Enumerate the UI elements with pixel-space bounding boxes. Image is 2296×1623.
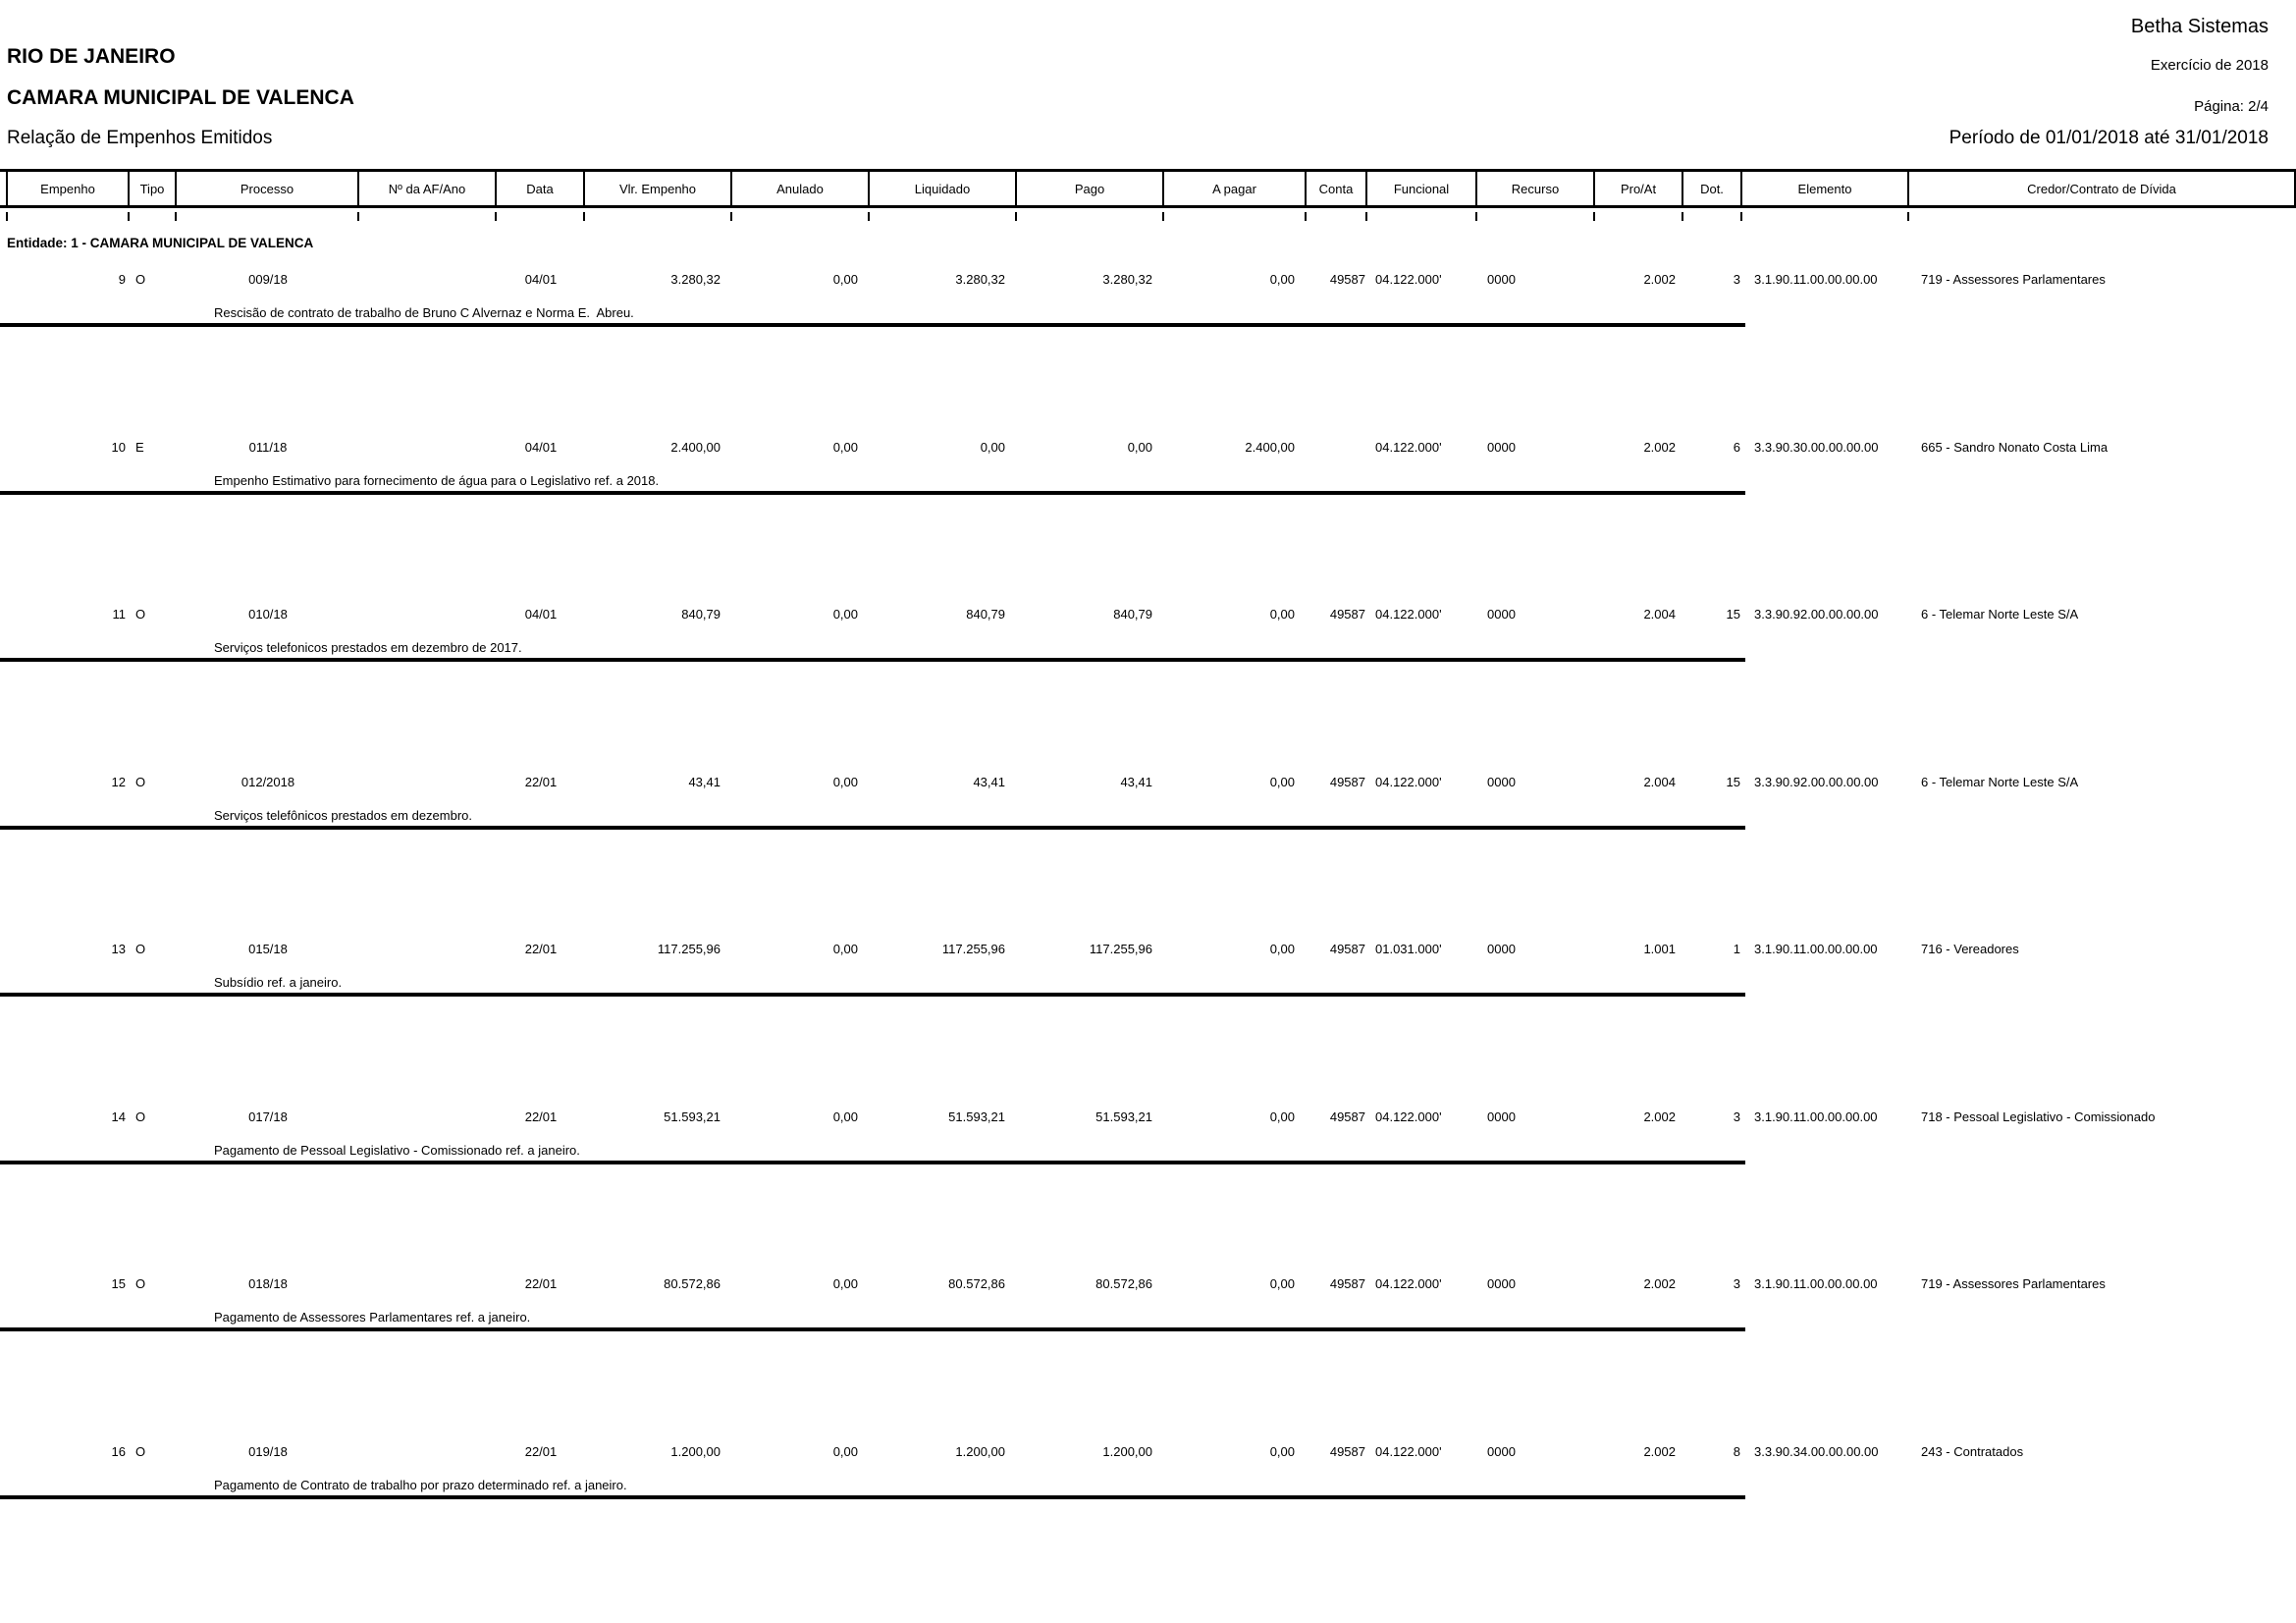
row-separator-line	[0, 1161, 1745, 1164]
cell-data: 22/01	[524, 1276, 558, 1291]
row-separator-line	[0, 658, 1745, 662]
cell-dot: 3	[1733, 1276, 1740, 1291]
column-header-anulado: Anulado	[732, 172, 870, 205]
cell-tipo: O	[135, 1443, 146, 1459]
header-column-ticks	[6, 212, 2296, 221]
row-separator-line	[0, 1327, 1745, 1331]
cell-credor: 665 - Sandro Nonato Costa Lima	[1921, 439, 2109, 455]
cell-processo: 018/18	[248, 1276, 288, 1291]
cell-af-ano	[359, 607, 497, 622]
cell-pago: 1.200,00	[1102, 1443, 1152, 1459]
cell-processo: 009/18	[248, 272, 288, 287]
column-header-tipo: Tipo	[130, 172, 177, 205]
column-header-a-pagar: A pagar	[1164, 172, 1307, 205]
row-description: Empenho Estimativo para fornecimento de água para o Legislativo ref. a 2018.	[214, 472, 660, 488]
cell-a-pagar: 0,00	[1269, 272, 1295, 287]
cell-pago: 840,79	[1113, 607, 1152, 622]
row-separator-line	[0, 993, 1745, 997]
cell-tipo: O	[135, 607, 146, 622]
cell-af-ano	[359, 1444, 497, 1459]
cell-a-pagar: 0,00	[1269, 1109, 1295, 1124]
cell-pro-at: 2.002	[1643, 1443, 1676, 1459]
cell-elemento: 3.3.90.30.00.00.00.00	[1754, 439, 1879, 455]
row-values	[0, 1109, 2296, 1124]
cell-pro-at: 1.001	[1643, 942, 1676, 956]
org-state: RIO DE JANEIRO	[7, 45, 176, 68]
cell-liquidado: 43,41	[973, 774, 1005, 789]
column-header-pro-at: Pro/At	[1595, 172, 1683, 205]
cell-pro-at: 2.002	[1643, 272, 1676, 287]
cell-credor: 719 - Assessores Parlamentares	[1921, 1276, 2106, 1291]
row-description: Pagamento de Pessoal Legislativo - Comissionado ref. a janeiro.	[214, 1142, 580, 1158]
cell-anulado: 0,00	[832, 439, 858, 455]
cell-a-pagar: 0,00	[1269, 774, 1295, 789]
cell-funcional: 04.122.000'	[1375, 1276, 1442, 1291]
cell-vlr-empenho: 80.572,86	[664, 1276, 721, 1291]
vendor-name: Betha Sistemas	[2130, 16, 2269, 37]
cell-empenho: 9	[118, 272, 126, 287]
cell-a-pagar: 0,00	[1269, 1276, 1295, 1291]
cell-credor: 6 - Telemar Norte Leste S/A	[1921, 607, 2079, 622]
org-name: CAMARA MUNICIPAL DE VALENCA	[7, 86, 354, 109]
cell-conta	[1307, 440, 1367, 455]
cell-data: 04/01	[524, 439, 558, 455]
cell-recurso: 0000	[1487, 1443, 1516, 1459]
cell-pago: 117.255,96	[1089, 942, 1152, 956]
table-row	[0, 272, 2296, 440]
cell-anulado: 0,00	[832, 774, 858, 789]
table-row	[0, 1444, 2296, 1612]
cell-dot: 1	[1733, 942, 1740, 956]
cell-anulado: 0,00	[832, 1109, 858, 1124]
cell-processo: 012/2018	[240, 774, 295, 789]
cell-funcional: 04.122.000'	[1375, 439, 1442, 455]
cell-pro-at: 2.002	[1643, 439, 1676, 455]
row-values	[0, 607, 2296, 622]
table-row	[0, 607, 2296, 775]
cell-liquidado: 80.572,86	[948, 1276, 1005, 1291]
row-description: Serviços telefonicos prestados em dezembro de 2017.	[214, 640, 522, 655]
cell-data: 04/01	[524, 607, 558, 622]
cell-credor: 719 - Assessores Parlamentares	[1921, 272, 2106, 287]
cell-empenho: 12	[111, 774, 126, 789]
cell-liquidado: 840,79	[966, 607, 1005, 622]
cell-anulado: 0,00	[832, 1443, 858, 1459]
table-header	[0, 169, 2296, 208]
cell-vlr-empenho: 43,41	[688, 774, 721, 789]
cell-funcional: 04.122.000'	[1375, 607, 1442, 622]
cell-funcional: 04.122.000'	[1375, 1443, 1442, 1459]
cell-recurso: 0000	[1487, 774, 1516, 789]
row-separator-line	[0, 1495, 1745, 1499]
cell-tipo: O	[135, 774, 146, 789]
cell-elemento: 3.3.90.92.00.00.00.00	[1754, 607, 1879, 622]
column-header-liquidado: Liquidado	[870, 172, 1017, 205]
cell-af-ano	[359, 942, 497, 956]
cell-vlr-empenho: 3.280,32	[670, 272, 721, 287]
cell-funcional: 01.031.000'	[1375, 942, 1442, 956]
cell-elemento: 3.1.90.11.00.00.00.00	[1754, 942, 1878, 956]
cell-empenho: 15	[111, 1276, 126, 1291]
table-row	[0, 1109, 2296, 1277]
entity-line: Entidade: 1 - CAMARA MUNICIPAL DE VALENCA	[7, 236, 314, 250]
cell-anulado: 0,00	[832, 1276, 858, 1291]
cell-empenho: 14	[111, 1109, 126, 1124]
cell-liquidado: 51.593,21	[948, 1109, 1005, 1124]
row-description: Serviços telefônicos prestados em dezembro.	[214, 807, 473, 823]
cell-tipo: O	[135, 942, 146, 956]
cell-processo: 010/18	[248, 607, 288, 622]
column-header-conta: Conta	[1307, 172, 1367, 205]
cell-recurso: 0000	[1487, 942, 1516, 956]
cell-processo: 011/18	[248, 439, 288, 455]
cell-dot: 8	[1733, 1443, 1740, 1459]
cell-pago: 51.593,21	[1095, 1109, 1152, 1124]
cell-empenho: 16	[111, 1443, 126, 1459]
cell-dot: 15	[1726, 774, 1740, 789]
cell-liquidado: 117.255,96	[941, 942, 1005, 956]
cell-pago: 3.280,32	[1102, 272, 1152, 287]
row-values	[0, 1276, 2296, 1291]
cell-recurso: 0000	[1487, 1109, 1516, 1124]
exercise-year: Exercício de 2018	[2150, 57, 2269, 74]
column-header-empenho: Empenho	[6, 172, 130, 205]
column-header-credor: Credor/Contrato de Dívida	[1909, 172, 2296, 205]
cell-dot: 15	[1726, 607, 1740, 622]
cell-vlr-empenho: 51.593,21	[664, 1109, 721, 1124]
cell-conta: 49587	[1329, 1443, 1365, 1459]
cell-conta: 49587	[1329, 942, 1365, 956]
row-separator-line	[0, 826, 1745, 830]
cell-conta: 49587	[1329, 1109, 1365, 1124]
cell-af-ano	[359, 440, 497, 455]
cell-conta: 49587	[1329, 774, 1365, 789]
row-separator-line	[0, 323, 1745, 327]
cell-elemento: 3.1.90.11.00.00.00.00	[1754, 1109, 1878, 1124]
cell-tipo: O	[135, 272, 146, 287]
cell-a-pagar: 2.400,00	[1245, 439, 1295, 455]
report-period: Período de 01/01/2018 até 31/01/2018	[1949, 128, 2269, 148]
cell-conta: 49587	[1329, 272, 1365, 287]
column-header-data: Data	[497, 172, 585, 205]
row-values	[0, 440, 2296, 455]
cell-funcional: 04.122.000'	[1375, 272, 1442, 287]
cell-vlr-empenho: 1.200,00	[670, 1443, 721, 1459]
cell-elemento: 3.1.90.11.00.00.00.00	[1754, 272, 1878, 287]
cell-credor: 6 - Telemar Norte Leste S/A	[1921, 774, 2079, 789]
cell-funcional: 04.122.000'	[1375, 1109, 1442, 1124]
row-values	[0, 272, 2296, 287]
report-title: Relação de Empenhos Emitidos	[7, 128, 273, 148]
cell-a-pagar: 0,00	[1269, 607, 1295, 622]
cell-anulado: 0,00	[832, 607, 858, 622]
cell-dot: 3	[1733, 272, 1740, 287]
cell-liquidado: 1.200,00	[955, 1443, 1005, 1459]
cell-empenho: 13	[111, 942, 126, 956]
cell-data: 04/01	[524, 272, 558, 287]
cell-conta: 49587	[1329, 1276, 1365, 1291]
cell-data: 22/01	[524, 942, 558, 956]
cell-recurso: 0000	[1487, 439, 1516, 455]
cell-pago: 80.572,86	[1095, 1276, 1152, 1291]
cell-af-ano	[359, 272, 497, 287]
cell-processo: 015/18	[248, 942, 288, 956]
cell-vlr-empenho: 117.255,96	[657, 942, 721, 956]
cell-empenho: 11	[112, 607, 126, 622]
cell-af-ano	[359, 1109, 497, 1124]
cell-liquidado: 3.280,32	[955, 272, 1005, 287]
cell-funcional: 04.122.000'	[1375, 774, 1442, 789]
row-separator-line	[0, 491, 1745, 495]
cell-credor: 243 - Contratados	[1921, 1443, 2024, 1459]
table-row	[0, 1276, 2296, 1444]
cell-empenho: 10	[111, 439, 126, 455]
row-description: Pagamento de Contrato de trabalho por prazo determinado ref. a janeiro.	[214, 1477, 627, 1492]
table-row	[0, 440, 2296, 608]
cell-data: 22/01	[524, 1109, 558, 1124]
cell-anulado: 0,00	[832, 272, 858, 287]
cell-af-ano	[359, 1276, 497, 1291]
cell-elemento: 3.3.90.34.00.00.00.00	[1754, 1443, 1879, 1459]
cell-pro-at: 2.002	[1643, 1109, 1676, 1124]
cell-anulado: 0,00	[832, 942, 858, 956]
cell-dot: 3	[1733, 1109, 1740, 1124]
cell-recurso: 0000	[1487, 272, 1516, 287]
cell-elemento: 3.3.90.92.00.00.00.00	[1754, 774, 1879, 789]
cell-tipo: O	[135, 1276, 146, 1291]
row-values	[0, 942, 2296, 956]
column-header-dot: Dot.	[1683, 172, 1742, 205]
cell-data: 22/01	[524, 774, 558, 789]
row-values	[0, 775, 2296, 789]
cell-vlr-empenho: 840,79	[681, 607, 721, 622]
table-row	[0, 775, 2296, 943]
cell-elemento: 3.1.90.11.00.00.00.00	[1754, 1276, 1878, 1291]
cell-conta: 49587	[1329, 607, 1365, 622]
cell-dot: 6	[1733, 439, 1740, 455]
column-header-vlr-empenho: Vlr. Empenho	[585, 172, 732, 205]
cell-processo: 019/18	[248, 1443, 288, 1459]
cell-processo: 017/18	[248, 1109, 288, 1124]
cell-tipo: E	[135, 439, 144, 455]
cell-recurso: 0000	[1487, 607, 1516, 622]
cell-af-ano	[359, 775, 497, 789]
cell-credor: 718 - Pessoal Legislativo - Comissionado	[1921, 1109, 2156, 1124]
cell-pago: 43,41	[1120, 774, 1152, 789]
page-number: Página: 2/4	[2194, 98, 2269, 115]
cell-liquidado: 0,00	[980, 439, 1005, 455]
row-description: Pagamento de Assessores Parlamentares ref. a janeiro.	[214, 1310, 531, 1325]
column-header-funcional: Funcional	[1367, 172, 1477, 205]
cell-data: 22/01	[524, 1443, 558, 1459]
column-header-elemento: Elemento	[1742, 172, 1909, 205]
column-header-pago: Pago	[1017, 172, 1164, 205]
cell-credor: 716 - Vereadores	[1921, 942, 2019, 956]
cell-a-pagar: 0,00	[1269, 942, 1295, 956]
row-description: Subsídio ref. a janeiro.	[214, 975, 343, 990]
cell-a-pagar: 0,00	[1269, 1443, 1295, 1459]
column-header-processo: Processo	[177, 172, 359, 205]
row-values	[0, 1444, 2296, 1459]
cell-pago: 0,00	[1127, 439, 1152, 455]
cell-pro-at: 2.002	[1643, 1276, 1676, 1291]
empenho-rows	[0, 272, 2296, 1611]
cell-vlr-empenho: 2.400,00	[670, 439, 721, 455]
column-header-recurso: Recurso	[1477, 172, 1595, 205]
cell-recurso: 0000	[1487, 1276, 1516, 1291]
row-description: Rescisão de contrato de trabalho de Bruno C Alvernaz e Norma E. Abreu.	[214, 305, 634, 320]
column-header-af-ano: Nº da AF/Ano	[359, 172, 497, 205]
cell-pro-at: 2.004	[1643, 774, 1676, 789]
cell-pro-at: 2.004	[1643, 607, 1676, 622]
cell-tipo: O	[135, 1109, 146, 1124]
table-row	[0, 942, 2296, 1109]
